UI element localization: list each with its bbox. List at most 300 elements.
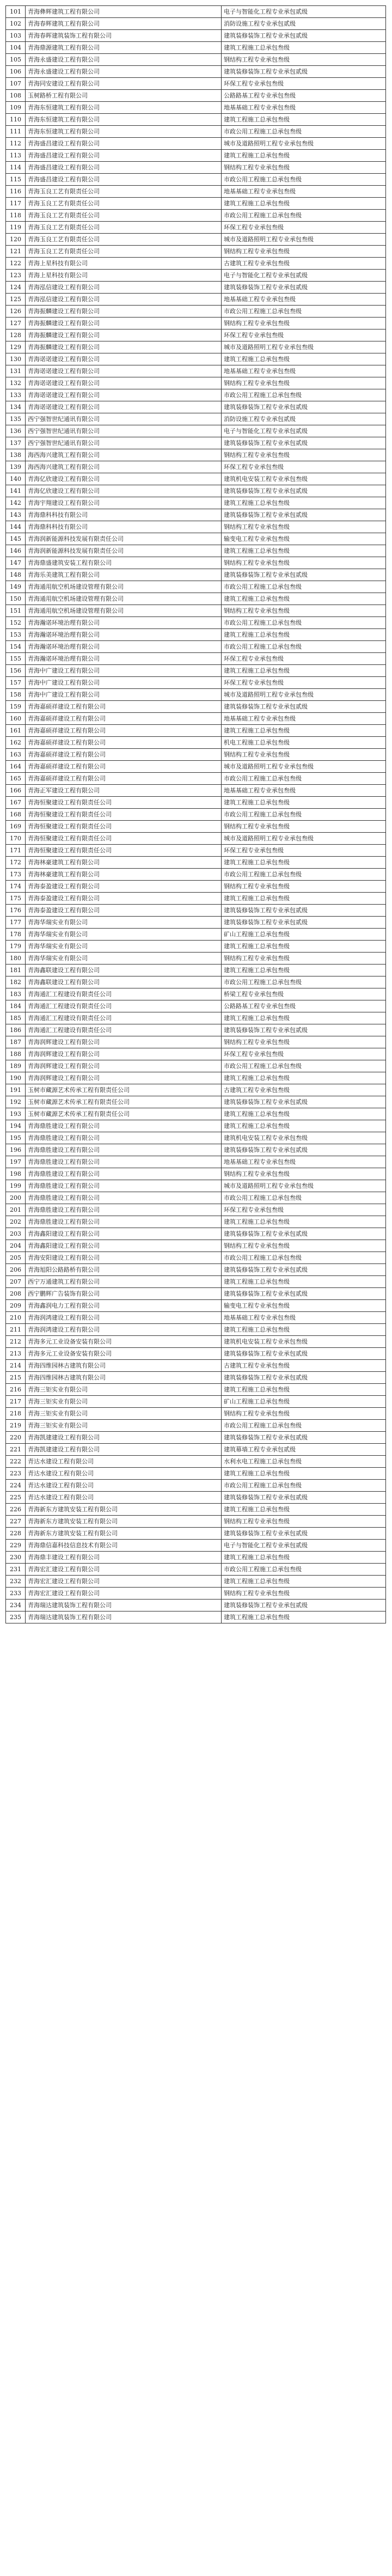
row-number: 146	[6, 545, 26, 557]
qualification-cell: 建筑机电安装工程专业承包叁级	[222, 1336, 386, 1348]
qualification-cell: 市政公用工程施工总承包叁级	[222, 976, 386, 988]
row-number: 119	[6, 222, 26, 234]
row-number: 155	[6, 653, 26, 665]
company-name-cell: 西宁强智世纪通讯有限公司	[26, 425, 222, 437]
company-name-cell: 青海嘉硕祥建设工程有限公司	[26, 701, 222, 713]
row-number: 156	[6, 665, 26, 677]
table-row	[6, 677, 386, 689]
table-row	[6, 881, 386, 893]
qualification-cell: 建筑装修装饰工程专业承包贰级	[222, 1288, 386, 1300]
table-row	[6, 857, 386, 869]
row-number: 151	[6, 605, 26, 617]
row-number: 199	[6, 1180, 26, 1192]
table-row	[6, 329, 386, 341]
company-name-cell: 青海鑫阳建设工程有限公司	[26, 1228, 222, 1240]
table-row	[6, 437, 386, 449]
row-number: 233	[6, 1588, 26, 1600]
qualification-cell: 古建筑工程专业承包叁级	[222, 1360, 386, 1372]
qualification-cell: 地基基础工程专业承包叁级	[222, 713, 386, 725]
company-name-cell: 青海东恒建筑工程有限公司	[26, 114, 222, 126]
table-row	[6, 821, 386, 833]
company-name-cell: 青海四维园林古建筑有限公司	[26, 1372, 222, 1384]
qualification-cell: 建筑装修装饰工程专业承包贰级	[222, 1372, 386, 1384]
qualification-cell: 钢结构工程专业承包叁级	[222, 521, 386, 533]
row-number: 154	[6, 641, 26, 653]
company-name-cell: 青达水建设工程有限公司	[26, 1456, 222, 1468]
table-row	[6, 1444, 386, 1456]
row-number: 216	[6, 1384, 26, 1396]
table-row	[6, 893, 386, 905]
table-row	[6, 1048, 386, 1060]
qualification-cell: 城市及道路照明工程专业承包叁级	[222, 689, 386, 701]
table-row	[6, 1372, 386, 1384]
company-name-cell: 青海盛昌建设工程有限公司	[26, 150, 222, 162]
company-name-cell: 青海中广建设工程有限公司	[26, 689, 222, 701]
row-number: 231	[6, 1564, 26, 1576]
qualification-table-sheet	[5, 5, 385, 1623]
qualification-cell: 古建筑工程专业承包叁级	[222, 1084, 386, 1096]
qualification-cell: 建筑装修装饰工程专业承包贰级	[222, 1024, 386, 1036]
company-name-cell: 青海振麟建设工程有限公司	[26, 318, 222, 329]
table-row	[6, 605, 386, 617]
row-number: 108	[6, 90, 26, 102]
table-row	[6, 1216, 386, 1228]
table-row	[6, 377, 386, 389]
qualification-cell: 市政公用工程施工总承包叁级	[222, 1192, 386, 1204]
company-name-cell: 青海宏汇建设工程有限公司	[26, 1576, 222, 1588]
row-number: 183	[6, 988, 26, 1000]
qualification-cell: 建筑工程施工总承包叁级	[222, 725, 386, 737]
company-name-cell: 青海鼎科科技有限公司	[26, 521, 222, 533]
qualification-cell: 建筑工程施工总承包叁级	[222, 198, 386, 210]
table-row	[6, 306, 386, 318]
company-name-cell: 青海玉良工艺有限责任公司	[26, 246, 222, 258]
table-row	[6, 18, 386, 30]
table-row	[6, 353, 386, 365]
company-name-cell: 青海鼎胜建设工程有限公司	[26, 1144, 222, 1156]
table-row	[6, 761, 386, 773]
qualification-cell: 建筑装修装饰工程专业承包贰级	[222, 1528, 386, 1540]
table-row	[6, 1204, 386, 1216]
company-name-cell: 青海润辉建设工程有限公司	[26, 1048, 222, 1060]
qualification-cell: 钢结构工程专业承包叁级	[222, 1588, 386, 1600]
company-name-cell: 青海盛昌建设工程有限公司	[26, 138, 222, 150]
qualification-cell: 建筑装修装饰工程专业承包贰级	[222, 1492, 386, 1504]
table-row	[6, 713, 386, 725]
qualification-cell: 钢结构工程专业承包叁级	[222, 749, 386, 761]
row-number: 129	[6, 341, 26, 353]
row-number: 175	[6, 893, 26, 905]
company-name-cell: 西宁强智世纪通讯有限公司	[26, 437, 222, 449]
table-row	[6, 425, 386, 437]
company-name-cell: 青海振麟建设工程有限公司	[26, 329, 222, 341]
company-name-cell: 青海鼎胜建设工程有限公司	[26, 1180, 222, 1192]
table-row	[6, 210, 386, 222]
row-number: 213	[6, 1348, 26, 1360]
table-row	[6, 1432, 386, 1444]
qualification-cell: 输变电工程专业承包叁级	[222, 1300, 386, 1312]
table-row	[6, 1492, 386, 1504]
company-name-cell: 青海润辉建设工程有限公司	[26, 1060, 222, 1072]
table-row	[6, 1288, 386, 1300]
table-row	[6, 749, 386, 761]
table-row	[6, 917, 386, 929]
row-number: 208	[6, 1288, 26, 1300]
qualification-cell: 电子与智能化工程专业承包贰级	[222, 1540, 386, 1552]
row-number: 207	[6, 1276, 26, 1288]
table-row	[6, 246, 386, 258]
table-row	[6, 401, 386, 413]
company-name-cell: 青海泓信建设工程有限公司	[26, 282, 222, 294]
company-name-cell: 青海玉良工艺有限责任公司	[26, 186, 222, 198]
row-number: 111	[6, 126, 26, 138]
row-number: 125	[6, 294, 26, 306]
row-number: 215	[6, 1372, 26, 1384]
row-number: 152	[6, 617, 26, 629]
table-row	[6, 1528, 386, 1540]
qualification-cell: 钢结构工程专业承包叁级	[222, 1036, 386, 1048]
row-number: 212	[6, 1336, 26, 1348]
company-name-cell: 青海润新能源科技发展有限责任公司	[26, 533, 222, 545]
table-row	[6, 1336, 386, 1348]
qualification-cell: 建筑工程施工总承包叁级	[222, 797, 386, 809]
company-name-cell: 青海新东方建筑安装工程有限公司	[26, 1504, 222, 1516]
qualification-cell: 消防设施工程专业承包贰级	[222, 18, 386, 30]
table-row	[6, 318, 386, 329]
qualification-cell: 建筑装修装饰工程专业承包贰级	[222, 401, 386, 413]
company-name-cell: 青海亿欣建设工程有限公司	[26, 473, 222, 485]
row-number: 181	[6, 965, 26, 976]
row-number: 113	[6, 150, 26, 162]
table-row	[6, 953, 386, 965]
table-row	[6, 797, 386, 809]
qualification-cell: 钢结构工程专业承包叁级	[222, 953, 386, 965]
company-name-cell: 青海鼎源建筑工程有限公司	[26, 42, 222, 54]
qualification-cell: 环保工程专业承包叁级	[222, 653, 386, 665]
row-number: 219	[6, 1420, 26, 1432]
qualification-cell: 建筑工程施工总承包叁级	[222, 593, 386, 605]
company-name-cell: 青海上星科技有限公司	[26, 270, 222, 282]
qualification-cell: 建筑工程施工总承包叁级	[222, 150, 386, 162]
qualification-cell: 建筑装修装饰工程专业承包贰级	[222, 1264, 386, 1276]
row-number: 138	[6, 449, 26, 461]
qualification-cell: 矿山工程施工总承包叁级	[222, 929, 386, 941]
company-name-cell: 青海泰盈建设工程有限公司	[26, 881, 222, 893]
company-name-cell: 青海鼎胜建设工程有限公司	[26, 1156, 222, 1168]
row-number: 162	[6, 737, 26, 749]
row-number: 220	[6, 1432, 26, 1444]
table-row	[6, 126, 386, 138]
row-number: 137	[6, 437, 26, 449]
company-name-cell: 青海鼎科科技有限公司	[26, 509, 222, 521]
company-name-cell: 青海嘉硕祥建设工程有限公司	[26, 749, 222, 761]
qualification-cell: 市政公用工程施工总承包叁级	[222, 1564, 386, 1576]
company-name-cell: 青海泰盈建设工程有限公司	[26, 893, 222, 905]
qualification-cell: 环保工程专业承包叁级	[222, 677, 386, 689]
row-number: 235	[6, 1611, 26, 1623]
row-number: 200	[6, 1192, 26, 1204]
table-row	[6, 689, 386, 701]
table-row	[6, 234, 386, 246]
table-row	[6, 114, 386, 126]
company-name-cell: 青海玉良工艺有限责任公司	[26, 234, 222, 246]
table-row	[6, 629, 386, 641]
table-row	[6, 833, 386, 845]
table-row	[6, 282, 386, 294]
company-name-cell: 青海通用航空机场建设管理有限公司	[26, 605, 222, 617]
table-row	[6, 174, 386, 186]
row-number: 141	[6, 485, 26, 497]
table-row	[6, 270, 386, 282]
qualification-cell: 钢结构工程专业承包叁级	[222, 246, 386, 258]
qualification-cell: 建筑装修装饰工程专业承包贰级	[222, 485, 386, 497]
table-row	[6, 988, 386, 1000]
company-name-cell: 青海林豪建筑工程有限公司	[26, 869, 222, 881]
company-name-cell: 青海三钜实业有限公司	[26, 1384, 222, 1396]
qualification-cell: 环保工程专业承包叁级	[222, 78, 386, 90]
row-number: 166	[6, 785, 26, 797]
qualification-cell: 建筑工程施工总承包叁级	[222, 1120, 386, 1132]
qualification-cell: 地基基础工程专业承包叁级	[222, 294, 386, 306]
row-number: 114	[6, 162, 26, 174]
company-name-cell: 青海润鸿建设工程有限公司	[26, 1312, 222, 1324]
qualification-cell: 市政公用工程施工总承包叁级	[222, 174, 386, 186]
table-row	[6, 138, 386, 150]
qualification-cell: 钢结构工程专业承包叁级	[222, 318, 386, 329]
qualification-cell: 建筑装修装饰工程专业承包贰级	[222, 1432, 386, 1444]
row-number: 178	[6, 929, 26, 941]
row-number: 110	[6, 114, 26, 126]
company-name-cell: 青海多元工业设备安装有限公司	[26, 1336, 222, 1348]
qualification-cell: 建筑装修装饰工程专业承包贰级	[222, 30, 386, 42]
company-name-cell: 青海润辉建设工程有限公司	[26, 1072, 222, 1084]
qualification-cell: 建筑工程施工总承包叁级	[222, 1324, 386, 1336]
company-name-cell: 青海通汇工程建设有限责任公司	[26, 988, 222, 1000]
qualification-cell: 建筑工程施工总承包叁级	[222, 1072, 386, 1084]
qualification-cell: 市政公用工程施工总承包叁级	[222, 641, 386, 653]
company-name-cell: 青海东恒建筑工程有限公司	[26, 102, 222, 114]
qualification-cell: 市政公用工程施工总承包叁级	[222, 809, 386, 821]
row-number: 203	[6, 1228, 26, 1240]
qualification-cell: 钢结构工程专业承包叁级	[222, 605, 386, 617]
company-name-cell: 青海玉良工艺有限责任公司	[26, 222, 222, 234]
table-row	[6, 198, 386, 210]
row-number: 206	[6, 1264, 26, 1276]
row-number: 127	[6, 318, 26, 329]
row-number: 184	[6, 1000, 26, 1012]
company-name-cell: 青海乐美建筑工程有限公司	[26, 569, 222, 581]
company-name-cell: 青海通用航空机场建设管理有限公司	[26, 593, 222, 605]
table-row	[6, 1564, 386, 1576]
table-row	[6, 222, 386, 234]
qualification-cell: 建筑工程施工总承包叁级	[222, 941, 386, 953]
table-row	[6, 162, 386, 174]
table-row	[6, 1611, 386, 1623]
table-row	[6, 1240, 386, 1252]
qualification-cell: 电子与智能化工程专业承包贰级	[222, 6, 386, 18]
row-number: 149	[6, 581, 26, 593]
qualification-cell: 建筑工程施工总承包叁级	[222, 1384, 386, 1396]
table-row	[6, 1096, 386, 1108]
table-row	[6, 1156, 386, 1168]
company-name-cell: 青海恒聚建设工程有限责任公司	[26, 821, 222, 833]
row-number: 104	[6, 42, 26, 54]
company-name-cell: 青海恒聚建设工程有限责任公司	[26, 833, 222, 845]
company-name-cell: 海西海兴建筑工程有限公司	[26, 461, 222, 473]
company-name-cell: 青海华瑞实业有限公司	[26, 917, 222, 929]
row-number: 217	[6, 1396, 26, 1408]
row-number: 128	[6, 329, 26, 341]
table-row	[6, 941, 386, 953]
table-row	[6, 78, 386, 90]
row-number: 107	[6, 78, 26, 90]
company-name-cell: 青海亿欣建设工程有限公司	[26, 485, 222, 497]
table-row	[6, 1120, 386, 1132]
row-number: 186	[6, 1024, 26, 1036]
company-name-cell: 青海同安建设工程有限公司	[26, 78, 222, 90]
row-number: 170	[6, 833, 26, 845]
row-number: 194	[6, 1120, 26, 1132]
qualification-cell: 市政公用工程施工总承包叁级	[222, 773, 386, 785]
row-number: 197	[6, 1156, 26, 1168]
row-number: 192	[6, 1096, 26, 1108]
qualification-cell: 城市及道路照明工程专业承包叁级	[222, 138, 386, 150]
company-name-cell: 青海永盛建设工程有限公司	[26, 66, 222, 78]
row-number: 227	[6, 1516, 26, 1528]
company-name-cell: 青海恒聚建设工程有限责任公司	[26, 797, 222, 809]
table-row	[6, 737, 386, 749]
company-name-cell: 青海诺诺建设工程有限公司	[26, 377, 222, 389]
row-number: 226	[6, 1504, 26, 1516]
company-name-cell: 玉树路桥工程有限公司	[26, 90, 222, 102]
company-name-cell: 青海盛昌建设工程有限公司	[26, 174, 222, 186]
row-number: 150	[6, 593, 26, 605]
row-number: 142	[6, 497, 26, 509]
company-name-cell: 青海诺诺建设工程有限公司	[26, 353, 222, 365]
qualification-cell: 电子与智能化工程专业承包贰级	[222, 270, 386, 282]
company-name-cell: 青海鑫联建设工程有限公司	[26, 976, 222, 988]
row-number: 189	[6, 1060, 26, 1072]
row-number: 209	[6, 1300, 26, 1312]
company-name-cell: 青海新东方建筑安装工程有限公司	[26, 1516, 222, 1528]
table-row	[6, 593, 386, 605]
qualification-cell: 环保工程专业承包叁级	[222, 329, 386, 341]
row-number: 136	[6, 425, 26, 437]
row-number: 222	[6, 1456, 26, 1468]
table-row	[6, 557, 386, 569]
company-name-cell: 青海鼎胜建设工程有限公司	[26, 1120, 222, 1132]
row-number: 109	[6, 102, 26, 114]
company-name-cell: 青海三钜实业有限公司	[26, 1396, 222, 1408]
company-name-cell: 青海凯建建设工程有限公司	[26, 1432, 222, 1444]
row-number: 202	[6, 1216, 26, 1228]
company-name-cell: 青海润新能源科技发展有限责任公司	[26, 545, 222, 557]
row-number: 172	[6, 857, 26, 869]
table-row	[6, 1600, 386, 1611]
row-number: 158	[6, 689, 26, 701]
row-number: 193	[6, 1108, 26, 1120]
table-row	[6, 186, 386, 198]
row-number: 169	[6, 821, 26, 833]
company-name-cell: 青海正军建设工程有限公司	[26, 785, 222, 797]
table-row	[6, 102, 386, 114]
table-row	[6, 449, 386, 461]
row-number: 228	[6, 1528, 26, 1540]
table-row	[6, 1192, 386, 1204]
table-row	[6, 389, 386, 401]
company-name-cell: 青达水建设工程有限公司	[26, 1468, 222, 1480]
qualification-cell: 建筑机电安装工程专业承包叁级	[222, 473, 386, 485]
table-row	[6, 617, 386, 629]
qualification-cell: 钢结构工程专业承包叁级	[222, 1168, 386, 1180]
table-row	[6, 1348, 386, 1360]
company-name-cell: 青海嘉硕祥建设工程有限公司	[26, 773, 222, 785]
company-name-cell: 青海玉良工艺有限责任公司	[26, 198, 222, 210]
row-number: 232	[6, 1576, 26, 1588]
table-row	[6, 1384, 386, 1396]
row-number: 116	[6, 186, 26, 198]
row-number: 145	[6, 533, 26, 545]
qualification-cell: 市政公用工程施工总承包叁级	[222, 1060, 386, 1072]
qualification-cell: 建筑装修装饰工程专业承包贰级	[222, 569, 386, 581]
qualification-cell: 地基基础工程专业承包叁级	[222, 785, 386, 797]
table-row	[6, 1072, 386, 1084]
company-name-cell: 青海凯建建设工程有限公司	[26, 1444, 222, 1456]
row-number: 130	[6, 353, 26, 365]
company-name-cell: 青达水建设工程有限公司	[26, 1492, 222, 1504]
qualification-cell: 地基基础工程专业承包叁级	[222, 102, 386, 114]
company-name-cell: 青海通用航空机场建设管理有限公司	[26, 581, 222, 593]
table-row	[6, 294, 386, 306]
qualification-cell: 环保工程专业承包叁级	[222, 461, 386, 473]
row-number: 196	[6, 1144, 26, 1156]
qualification-cell: 建筑工程施工总承包叁级	[222, 353, 386, 365]
company-name-cell: 青海诺诺建设工程有限公司	[26, 389, 222, 401]
qualification-cell: 环保工程专业承包叁级	[222, 1204, 386, 1216]
row-number: 134	[6, 401, 26, 413]
company-name-cell: 青海安阳建设工程有限公司	[26, 1252, 222, 1264]
table-row	[6, 809, 386, 821]
qualification-cell: 建筑装修装饰工程专业承包贰级	[222, 1228, 386, 1240]
qualification-cell: 建筑工程施工总承包叁级	[222, 1576, 386, 1588]
table-row	[6, 1468, 386, 1480]
row-number: 160	[6, 713, 26, 725]
row-number: 223	[6, 1468, 26, 1480]
row-number: 144	[6, 521, 26, 533]
row-number: 132	[6, 377, 26, 389]
table-row	[6, 1396, 386, 1408]
row-number: 230	[6, 1552, 26, 1564]
row-number: 148	[6, 569, 26, 581]
row-number: 190	[6, 1072, 26, 1084]
company-name-cell: 青海东恒建筑工程有限公司	[26, 126, 222, 138]
row-number: 225	[6, 1492, 26, 1504]
row-number: 143	[6, 509, 26, 521]
company-name-cell: 青海三钜实业有限公司	[26, 1408, 222, 1420]
qualification-cell: 钢结构工程专业承包叁级	[222, 162, 386, 174]
qualification-cell: 建筑工程施工总承包叁级	[222, 497, 386, 509]
table-row	[6, 1540, 386, 1552]
table-row	[6, 1000, 386, 1012]
company-name-cell: 青海鑫润电力工程有限公司	[26, 1300, 222, 1312]
qualification-cell: 输变电工程专业承包叁级	[222, 533, 386, 545]
table-row	[6, 1552, 386, 1564]
company-name-cell: 青海宏汇建设工程有限公司	[26, 1564, 222, 1576]
qualification-cell: 市政公用工程施工总承包叁级	[222, 389, 386, 401]
row-number: 115	[6, 174, 26, 186]
qualification-cell: 市政公用工程施工总承包叁级	[222, 1480, 386, 1492]
table-row	[6, 485, 386, 497]
